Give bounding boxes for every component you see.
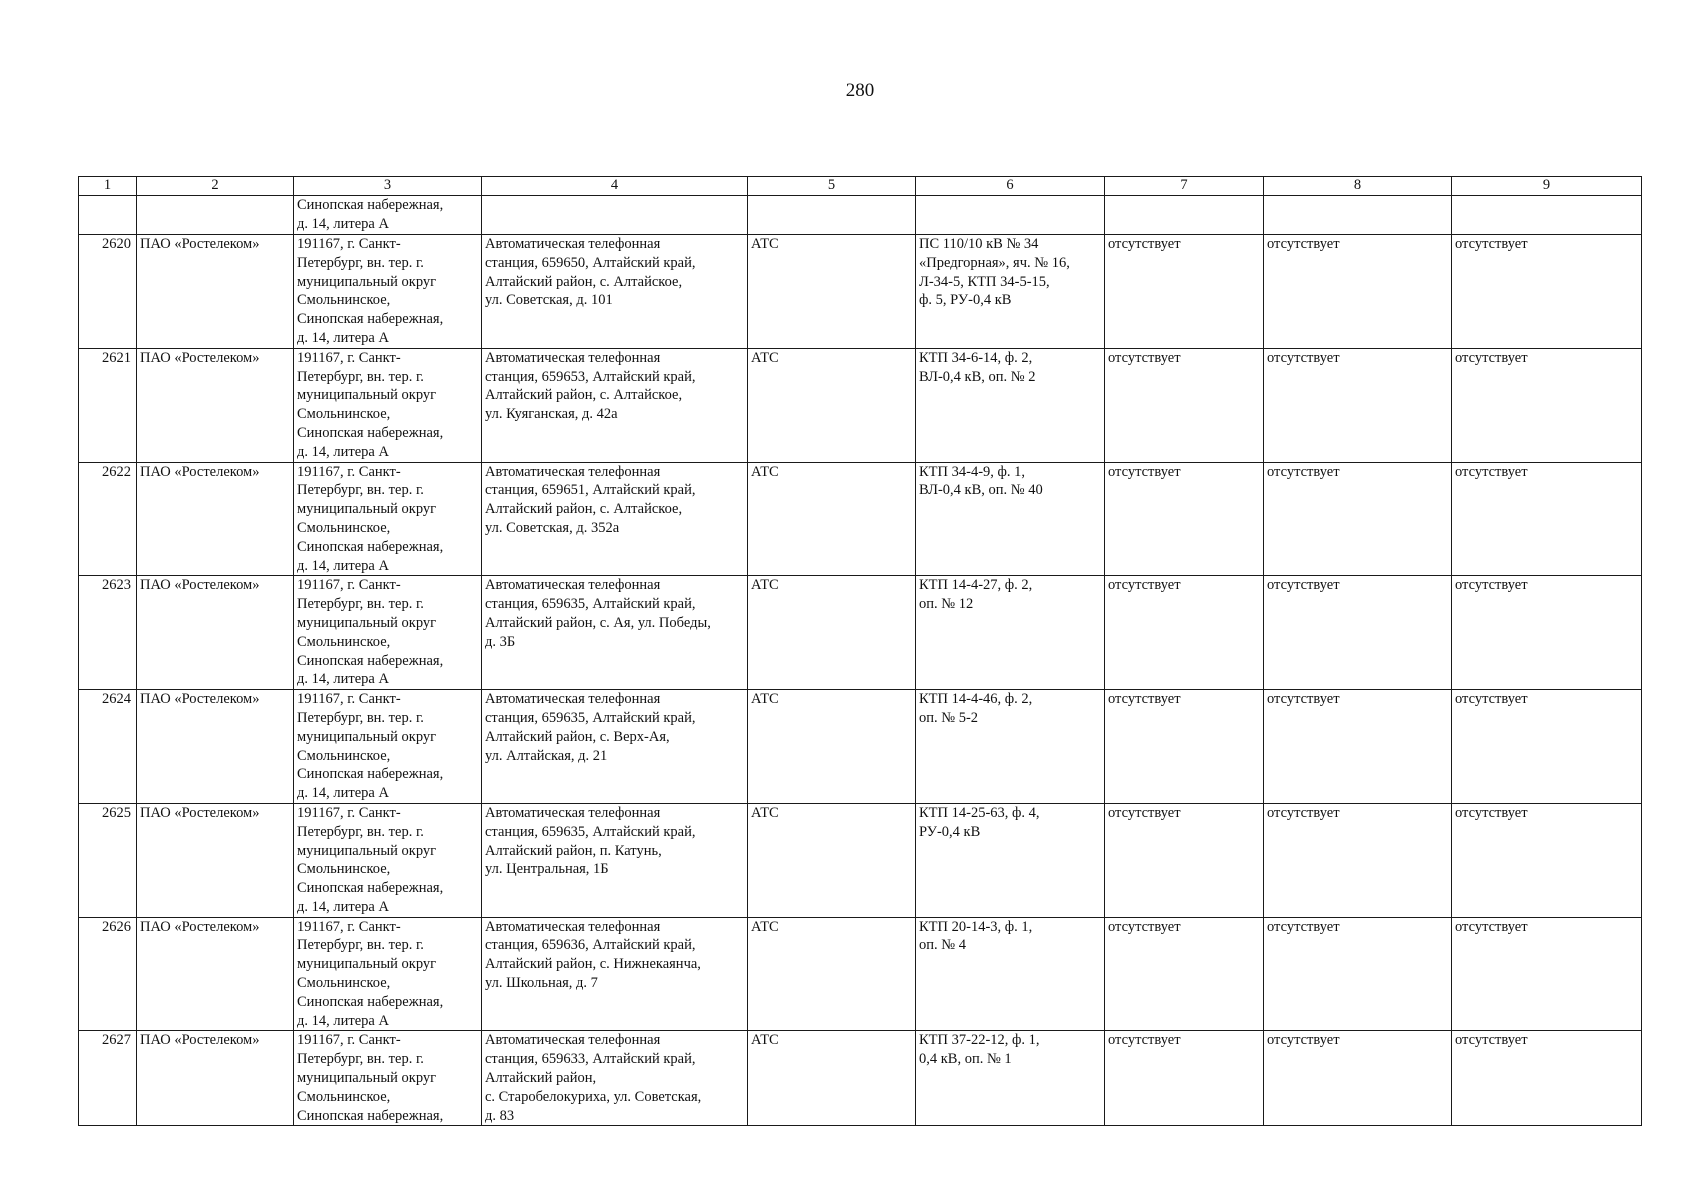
cell-owner: ПАО «Ростелеком» (137, 462, 294, 576)
cell-col7: отсутствует (1105, 235, 1264, 349)
table-row (79, 462, 1642, 576)
cell-type: АТС (748, 235, 916, 349)
cell-num: 2620 (79, 235, 137, 349)
cell-address: 191167, г. Санкт- Петербург, вн. тер. г. муниципальный округ Смольнинское, Синопская набережная, д. 14, литера А (294, 576, 482, 690)
cell-connection: КТП 14-4-46, ф. 2, оп. № 5-2 (916, 690, 1105, 804)
cell-object: Автоматическая телефонная станция, 659653, Алтайский край, Алтайский район, с. Алтайское, ул. Куяганская, д. 42а (482, 348, 748, 462)
cell-connection: КТП 34-4-9, ф. 1, ВЛ-0,4 кВ, оп. № 40 (916, 462, 1105, 576)
cell-col7: отсутствует (1105, 576, 1264, 690)
cell-num: 2621 (79, 348, 137, 462)
cell-address: 191167, г. Санкт- Петербург, вн. тер. г. муниципальный округ Смольнинское, Синопская набережная, д. 14, литера А (294, 235, 482, 349)
cell-col8: отсутствует (1264, 462, 1452, 576)
cell-col8: отсутствует (1264, 690, 1452, 804)
cell-num: 2623 (79, 576, 137, 690)
cell-object: Автоматическая телефонная станция, 659635, Алтайский край, Алтайский район, с. Верх-Ая, ул. Алтайская, д. 21 (482, 690, 748, 804)
cell-col7: отсутствует (1105, 803, 1264, 917)
cell-col8: отсутствует (1264, 1031, 1452, 1126)
cell-col9: отсутствует (1452, 917, 1642, 1031)
cell-connection: КТП 20-14-3, ф. 1, оп. № 4 (916, 917, 1105, 1031)
cell-col9: отсутствует (1452, 1031, 1642, 1126)
cell-address: 191167, г. Санкт- Петербург, вн. тер. г. муниципальный округ Смольнинское, Синопская набережная, (294, 1031, 482, 1126)
cell-col8: отсутствует (1264, 917, 1452, 1031)
cell-object: Автоматическая телефонная станция, 659633, Алтайский край, Алтайский район, с. Старобелокуриха, ул. Советская, д. 83 (482, 1031, 748, 1126)
cell-owner: ПАО «Ростелеком» (137, 690, 294, 804)
cell-object: Автоматическая телефонная станция, 659635, Алтайский край, Алтайский район, с. Ая, ул. Победы, д. 3Б (482, 576, 748, 690)
cell-object (482, 196, 748, 235)
cell-num (79, 196, 137, 235)
cell-connection: КТП 14-4-27, ф. 2, оп. № 12 (916, 576, 1105, 690)
cell-connection: КТП 14-25-63, ф. 4, РУ-0,4 кВ (916, 803, 1105, 917)
cell-owner: ПАО «Ростелеком» (137, 348, 294, 462)
table-row (79, 348, 1642, 462)
cell-type: АТС (748, 690, 916, 804)
cell-owner: ПАО «Ростелеком» (137, 1031, 294, 1126)
cell-type: АТС (748, 576, 916, 690)
cell-col9: отсутствует (1452, 576, 1642, 690)
cell-address: 191167, г. Санкт- Петербург, вн. тер. г. муниципальный округ Смольнинское, Синопская набережная, д. 14, литера А (294, 917, 482, 1031)
cell-col7 (1105, 196, 1264, 235)
cell-col7: отсутствует (1105, 690, 1264, 804)
column-header-5: 5 (748, 177, 916, 196)
column-number-row (79, 177, 1642, 196)
cell-address: 191167, г. Санкт- Петербург, вн. тер. г. муниципальный округ Смольнинское, Синопская набережная, д. 14, литера А (294, 462, 482, 576)
column-header-4: 4 (482, 177, 748, 196)
cell-col7: отсутствует (1105, 1031, 1264, 1126)
table-row (79, 917, 1642, 1031)
cell-owner: ПАО «Ростелеком» (137, 576, 294, 690)
cell-address: 191167, г. Санкт- Петербург, вн. тер. г. муниципальный округ Смольнинское, Синопская набережная, д. 14, литера А (294, 690, 482, 804)
cell-type: АТС (748, 803, 916, 917)
column-header-6: 6 (916, 177, 1105, 196)
cell-num: 2624 (79, 690, 137, 804)
cell-col7: отсутствует (1105, 462, 1264, 576)
cell-col8 (1264, 196, 1452, 235)
cell-col8: отсутствует (1264, 803, 1452, 917)
table-row (79, 803, 1642, 917)
cell-owner: ПАО «Ростелеком» (137, 917, 294, 1031)
column-header-1: 1 (79, 177, 137, 196)
cell-num: 2627 (79, 1031, 137, 1126)
column-header-8: 8 (1264, 177, 1452, 196)
cell-col9: отсутствует (1452, 690, 1642, 804)
cell-address: Синопская набережная, д. 14, литера А (294, 196, 482, 235)
cell-num: 2625 (79, 803, 137, 917)
cell-owner: ПАО «Ростелеком» (137, 235, 294, 349)
cell-col7: отсутствует (1105, 917, 1264, 1031)
cell-col8: отсутствует (1264, 576, 1452, 690)
cell-owner (137, 196, 294, 235)
cell-address: 191167, г. Санкт- Петербург, вн. тер. г. муниципальный округ Смольнинское, Синопская набережная, д. 14, литера А (294, 348, 482, 462)
cell-object: Автоматическая телефонная станция, 659650, Алтайский край, Алтайский район, с. Алтайское, ул. Советская, д. 101 (482, 235, 748, 349)
table-row (79, 1031, 1642, 1126)
cell-address: 191167, г. Санкт- Петербург, вн. тер. г. муниципальный округ Смольнинское, Синопская набережная, д. 14, литера А (294, 803, 482, 917)
cell-type: АТС (748, 917, 916, 1031)
cell-num: 2626 (79, 917, 137, 1031)
cell-col9: отсутствует (1452, 462, 1642, 576)
column-header-2: 2 (137, 177, 294, 196)
cell-type: АТС (748, 462, 916, 576)
table-row (79, 690, 1642, 804)
column-header-3: 3 (294, 177, 482, 196)
cell-num: 2622 (79, 462, 137, 576)
table-header (79, 177, 1642, 196)
cell-connection: КТП 37-22-12, ф. 1, 0,4 кВ, оп. № 1 (916, 1031, 1105, 1126)
cell-connection: КТП 34-6-14, ф. 2, ВЛ-0,4 кВ, оп. № 2 (916, 348, 1105, 462)
column-header-7: 7 (1105, 177, 1264, 196)
cell-owner: ПАО «Ростелеком» (137, 803, 294, 917)
table-row (79, 235, 1642, 349)
cell-col9: отсутствует (1452, 235, 1642, 349)
cell-col9 (1452, 196, 1642, 235)
registry-table (78, 176, 1642, 1126)
cell-col9: отсутствует (1452, 348, 1642, 462)
cell-col8: отсутствует (1264, 348, 1452, 462)
column-header-9: 9 (1452, 177, 1642, 196)
cell-object: Автоматическая телефонная станция, 659636, Алтайский край, Алтайский район, с. Нижнекаянча, ул. Школьная, д. 7 (482, 917, 748, 1031)
cell-connection: ПС 110/10 кВ № 34 «Предгорная», яч. № 16, Л-34-5, КТП 34-5-15, ф. 5, РУ-0,4 кВ (916, 235, 1105, 349)
cell-object: Автоматическая телефонная станция, 659651, Алтайский край, Алтайский район, с. Алтайское, ул. Советская, д. 352а (482, 462, 748, 576)
cell-object: Автоматическая телефонная станция, 659635, Алтайский край, Алтайский район, п. Катунь, ул. Центральная, 1Б (482, 803, 748, 917)
cell-col7: отсутствует (1105, 348, 1264, 462)
page-number: 280 (845, 80, 875, 101)
table-body (79, 196, 1642, 1126)
cell-col8: отсутствует (1264, 235, 1452, 349)
cell-type: АТС (748, 1031, 916, 1126)
continuation-row (79, 196, 1642, 235)
table-row (79, 576, 1642, 690)
cell-type: АТС (748, 348, 916, 462)
cell-col9: отсутствует (1452, 803, 1642, 917)
cell-type (748, 196, 916, 235)
cell-connection (916, 196, 1105, 235)
